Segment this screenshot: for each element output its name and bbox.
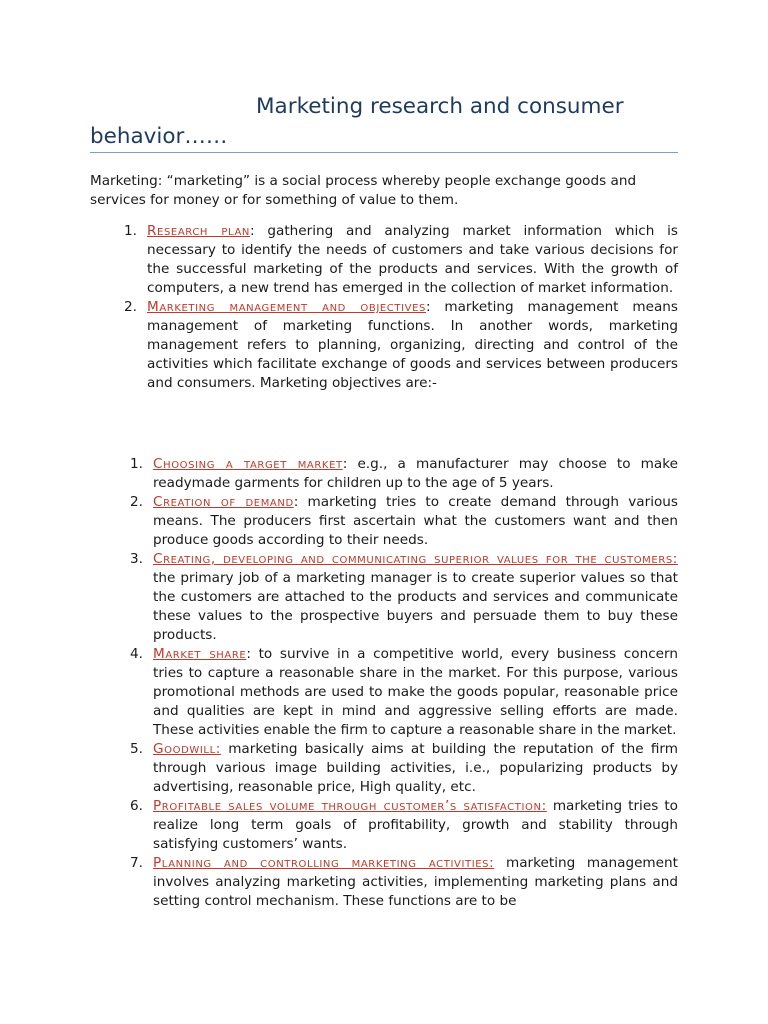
list-number: 1.: [124, 223, 137, 239]
title-underline-rule: [90, 152, 678, 153]
item-term: Planning and controlling marketing activities:: [153, 855, 495, 871]
item-text: : gathering and analyzing market information which is necessary to identify the needs of customers and take various decisions for the successful marketing of the products and services. With the growth of computers, a new trend has emerged in the collection of market information.: [147, 223, 678, 296]
item-text: the primary job of a marketing manager is to create superior values so that the customers are attached to the products and services and communicate these values to the prospective buyers and persuade them to buy these products.: [153, 570, 678, 643]
item-text: : marketing management means management of marketing functions. In another words, marketing management refers to planning, organizing, directing and control of the activities which facilitate exchange of goods and services between producers and consumers. Marketing objectives are:-: [147, 299, 678, 391]
item-term: Creation of demand: [153, 494, 294, 510]
list-number: 1.: [130, 456, 143, 472]
objective-list-item: [124, 645, 678, 740]
item-term: Goodwill:: [153, 741, 221, 757]
list-number: 2.: [130, 494, 143, 510]
document-title: [90, 92, 680, 152]
objective-list-item: [124, 854, 678, 911]
item-text: : e.g., a manufacturer may choose to make readymade garments for children up to the age of 5 years.: [153, 456, 679, 491]
item-text: : marketing tries to create demand through various means. The producers first ascertain what the customers want and then produce goods according to their needs.: [153, 494, 678, 548]
list-number: 4.: [130, 646, 143, 662]
intro-paragraph: Marketing: “marketing” is a social process whereby people exchange goods and services for money or for something of value to them.: [90, 173, 637, 208]
main-list: [118, 222, 678, 393]
objective-list-item: [124, 455, 678, 493]
title-line-1: Marketing research and consumer: [256, 94, 624, 119]
title-line-2: behavior……: [90, 124, 228, 149]
item-text: marketing tries to realize long term goals of profitability, growth and stability through satisfying customers’ wants.: [153, 798, 678, 852]
objectives-list: [124, 455, 678, 911]
list-number: 3.: [130, 551, 143, 567]
item-term: Research plan: [147, 223, 250, 239]
list-number: 6.: [130, 798, 143, 814]
item-term: Profitable sales volume through customer’s satisfaction:: [153, 798, 547, 814]
item-term: Creating, developing and communicating superior values for the customers:: [153, 551, 678, 567]
objective-list-item: [124, 740, 678, 797]
item-term: Marketing management and objectives: [147, 299, 426, 315]
list-number: 7.: [130, 855, 143, 871]
objective-list-item: [124, 493, 678, 550]
list-number: 2.: [124, 299, 137, 315]
item-text: : to survive in a competitive world, every business concern tries to capture a reasonable share in the market. For this purpose, various promotional methods are used to make the goods popular, reasonable price and qualities are kept in mind and aggressive selling efforts are made. These activities enable the firm to capture a reasonable share in the market.: [153, 646, 678, 738]
main-list-item: [118, 298, 678, 393]
objective-list-item: [124, 550, 678, 645]
objective-list-item: [124, 797, 678, 854]
item-term: Choosing a target market: [153, 456, 343, 472]
item-text: marketing management involves analyzing marketing activities, implementing marketing plans and setting control mechanism. These functions are to be: [153, 855, 678, 909]
item-text: marketing basically aims at building the reputation of the firm through various image building activities, i.e., popularizing products by advertising, reasonable price, High quality, etc.: [153, 741, 678, 795]
item-term: Market share: [153, 646, 247, 662]
list-number: 5.: [130, 741, 143, 757]
main-list-item: [118, 222, 678, 298]
